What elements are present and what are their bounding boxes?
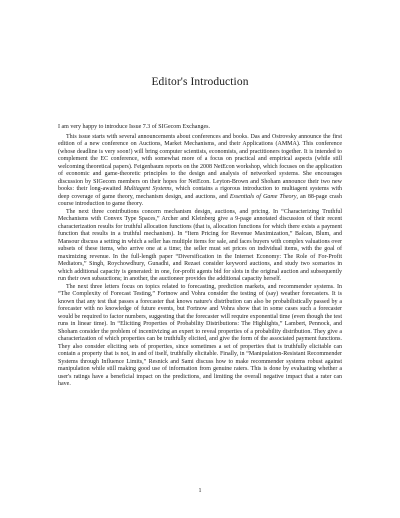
announcements-paragraph: This issue starts with several announcements about conferences and books. Das and Ostrovsky announce the first edition of a new conference on Auctions, Market Mechanisms, and their Applications (AMMA). This conference (whose deadline is very soon!) will bring computer scientists, economists, and practitioners together. It is intended to complement the EC conference, with somewhat more of a focus on practical and empirical aspects (while still welcoming theoretical papers). Feigenbaum reports on the 2008 NetEcon workshop, which focuses on the application of economic and game-theoretic principles to the design and analysis of networked systems. She encourages discussion by SIGecom members on their hopes for NetEcon. Leyton-Brown and Shoham announce their two new books: their long-awaited Multiagent Systems, which contains a rigorous introduction to multiagent systems with deep coverage of game theory, mechanism design, and auctions, and Essentials of Game Theory, an 88-page crash course introduction to game theory. [58, 133, 342, 207]
page-number: 1 [198, 488, 202, 494]
forecasting-paragraph: The next three letters focus on topics related to forecasting, prediction markets, and recommender systems. In “The Complexity of Forecast Testing,” Fortnow and Vohra consider the testing of (say) weather forecasters. It is known that any test that passes a forecaster that knows nature's distribution can also be probabilistically passed by a forecaster with no knowledge of future events, but Fortnow and Vohra show that in some cases such a forecaster would be required to factor numbers, suggesting that the forecaster will require exponential time (even though the test runs in linear time). In “Eliciting Properties of Probability Distributions: The Highlights,” Lambert, Pennock, and Shoham consider the problem of incentivizing an expert to reveal properties of a probability distribution. They give a characterization of which properties can be truthfully elicited, and give the form of the associated payment functions. They also consider eliciting sets of properties, since sometimes a set of properties that is truthfully elicitable can contain a property that is not, in and of itself, truthfully elicitable. Finally, in “Manipulation-Resistant Recommender Systems through Influence Limits,” Resnick and Sami discuss how to make recommender systems robust against manipulation while still making good use of information from genuine raters. This is done by evaluating whether a user's ratings have a beneficial impact on the predictions, and limiting the overall negative impact that a rater can have. [58, 283, 342, 387]
mechanism-design-paragraph: The next three contributions concern mechanism design, auctions, and pricing. In “Characterizing Truthful Mechanisms with Convex Type Spaces,” Archer and Kleinberg give a 9-page annotated discussion of their recent characterization results for truthful allocation functions (that is, allocation functions for which there exists a payment function that results in a truthful mechanism). In “Item Pricing for Revenue Maximization,” Balcan, Blum, and Mansour discuss a setting in which a seller has multiple items for sale, and faces buyers with complex valuations over subsets of these items, who arrive one at a time; the seller must set prices on individual items, with the goal of maximizing revenue. In the full-length paper “Diversification in the Internet Economy: The Role of For-Profit Mediators,” Singh, Roychowdhury, Gunadhi, and Rezaei consider keyword auctions, and study two scenarios in which additional capacity is generated: in one, for-profit agents bid for slots in the original auction and subsequently run their own subauctions; in another, the auctioneer provides the additional capacity herself. [58, 208, 342, 282]
page-title: Editor's Introduction [151, 76, 249, 88]
intro-paragraph: I am very happy to introduce Issue 7.3 of SIGecom Exchanges. [58, 124, 210, 130]
article-body [58, 124, 342, 389]
